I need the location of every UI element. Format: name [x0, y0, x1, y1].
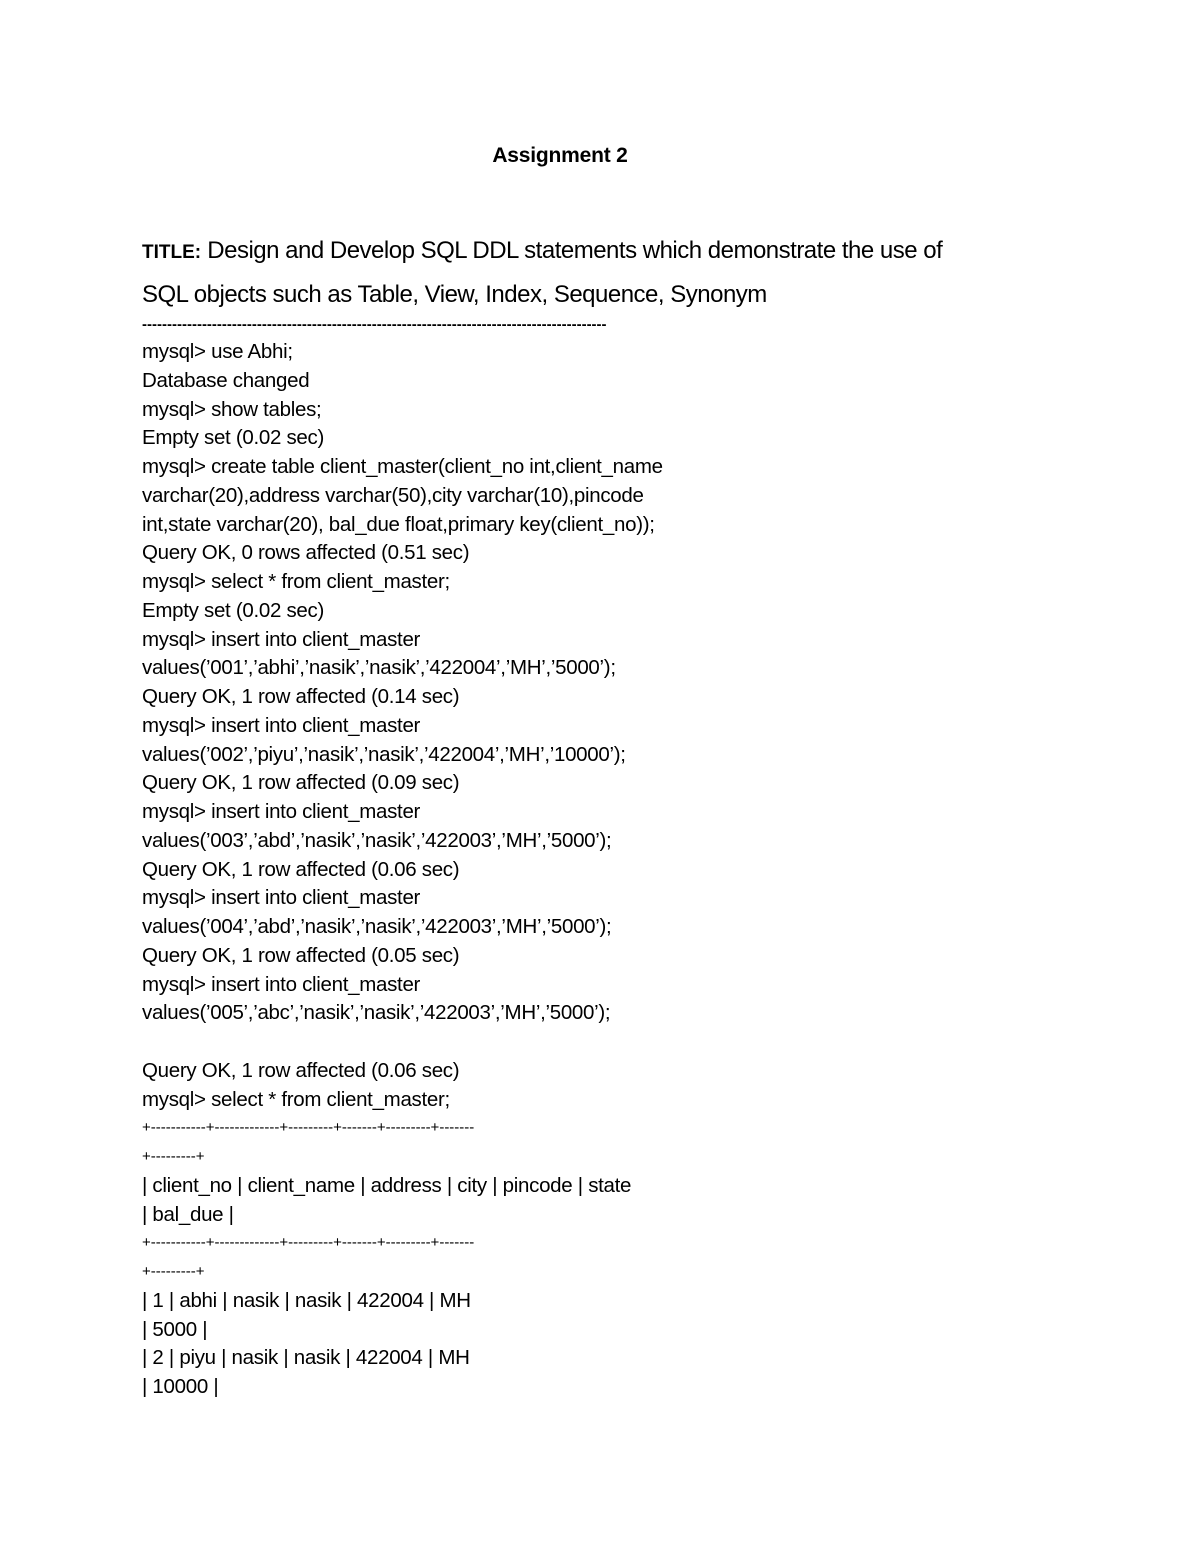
transcript-line: Query OK, 1 row affected (0.06 sec): [142, 1058, 460, 1082]
transcript-line: mysql> create table client_master(client_no int,client_name: [142, 455, 663, 478]
transcript-line: Query OK, 1 row affected (0.05 sec): [142, 943, 460, 967]
transcript-line: | 5000 |: [142, 1317, 208, 1341]
divider-line: ---------------------------------------------------------------------------------------------: [142, 316, 607, 333]
transcript-line: mysql> use Abhi;: [142, 340, 293, 363]
title-label: TITLE:: [142, 242, 202, 263]
transcript-line: mysql> insert into client_master: [142, 886, 421, 910]
transcript-line: values(’002’,’piyu’,’nasik’,’nasik’,’422004’,’MH’,’10000’);: [142, 742, 626, 766]
transcript-line: Empty set (0.02 sec): [142, 426, 324, 450]
transcript-line: mysql> insert into client_master: [142, 800, 421, 823]
transcript-line: Empty set (0.02 sec): [142, 598, 324, 622]
transcript-line: | client_no | client_name | address | city | pincode | state: [142, 1173, 632, 1197]
sql-transcript: [142, 338, 1042, 1402]
transcript-line: +-----------+-------------+---------+-------+---------+-------: [142, 1119, 475, 1137]
transcript-line: +---------+: [142, 1148, 205, 1165]
transcript-line: +---------+: [142, 1263, 205, 1280]
transcript-line: mysql> insert into client_master: [142, 713, 421, 737]
title-block: [142, 230, 962, 316]
document-heading: Assignment 2: [492, 144, 628, 167]
transcript-line: mysql> select * from client_master;: [142, 1087, 450, 1111]
transcript-line: | 2 | piyu | nasik | nasik | 422004 | MH: [142, 1346, 470, 1370]
transcript-line: varchar(20),address varchar(50),city varchar(10),pincode: [142, 483, 644, 507]
transcript-line: Query OK, 0 rows affected (0.51 sec): [142, 541, 470, 565]
transcript-line: +-----------+-------------+---------+-------+---------+-------: [142, 1234, 475, 1252]
transcript-line: int,state varchar(20), bal_due float,primary key(client_no));: [142, 512, 655, 536]
transcript-line: values(’004’,’abd’,’nasik’,’nasik’,’422003’,’MH’,’5000’);: [142, 915, 612, 938]
transcript-line: | 1 | abhi | nasik | nasik | 422004 | MH: [142, 1288, 471, 1312]
transcript-line: Database changed: [142, 368, 310, 392]
transcript-line: Query OK, 1 row affected (0.06 sec): [142, 857, 460, 881]
transcript-line: | bal_due |: [142, 1202, 234, 1226]
transcript-line: mysql> insert into client_master: [142, 972, 421, 996]
transcript-line: [142, 1028, 1042, 1057]
transcript-line: mysql> insert into client_master: [142, 627, 421, 651]
transcript-line: Query OK, 1 row affected (0.09 sec): [142, 771, 460, 795]
title-text: Design and Develop SQL DDL statements which demonstrate the use of SQL objects such as Table, View, Index, Sequence, Synonym: [142, 237, 943, 308]
transcript-line: Query OK, 1 row affected (0.14 sec): [142, 685, 460, 708]
transcript-line: | 10000 |: [142, 1375, 219, 1398]
transcript-line: values(’005’,’abc’,’nasik’,’nasik’,’422003’,’MH’,’5000’);: [142, 1001, 611, 1025]
transcript-line: mysql> select * from client_master;: [142, 570, 450, 593]
transcript-line: mysql> show tables;: [142, 397, 322, 421]
transcript-line: values(’003’,’abd’,’nasik’,’nasik’,’422003’,’MH’,’5000’);: [142, 828, 612, 852]
transcript-line: values(’001’,’abhi’,’nasik’,’nasik’,’422004’,’MH’,’5000’);: [142, 656, 616, 680]
